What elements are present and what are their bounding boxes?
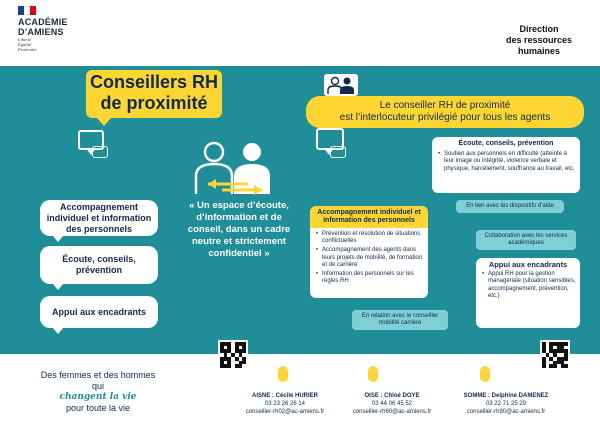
title-line1: Conseillers RH xyxy=(89,72,219,92)
ecoute-title: Écoute, conseils, prévention xyxy=(458,140,554,147)
appui-list xyxy=(476,268,580,300)
motto-2: Égalité xyxy=(18,42,31,47)
direction-line1: Direction xyxy=(519,24,559,34)
speech-bubble-icon xyxy=(92,146,108,158)
qr-right-label: PRENDRE UN RDV xyxy=(484,354,532,360)
ecoute-box xyxy=(432,137,580,193)
collaboration-link: Collaboration avec les services académiques xyxy=(476,230,576,250)
page-title xyxy=(86,70,222,118)
direction-line3: humaines xyxy=(517,46,560,56)
header xyxy=(0,0,600,66)
accompagnement-list xyxy=(310,228,428,285)
people-small-icon xyxy=(324,74,358,96)
accompagnement-item: • Prévention et résolution de situations conflictuelles xyxy=(322,231,424,245)
accompagnement-box xyxy=(310,206,428,298)
slogan-box xyxy=(34,354,162,422)
slogan-line3: pour toute la vie xyxy=(65,403,131,413)
appui-item: • Appui RH pour la gestion managériale (situation sensibles, accompagnement, prévention, etc.) xyxy=(488,271,576,300)
accompagnement-item: • Information des personnels sur les règles RH xyxy=(322,271,424,285)
academie-line1: ACADÉMIE xyxy=(18,17,68,27)
headline-line2: est l’interlocuteur privilégié pour tous les agents xyxy=(339,112,551,123)
card-appui xyxy=(40,296,158,328)
location-pin-icon xyxy=(278,366,288,382)
card-appui-label: Appui aux encadrants xyxy=(51,306,147,317)
contact-aisne xyxy=(226,392,344,416)
mobilite-link: En relation avec le conseiller mobilité carrière xyxy=(352,310,448,330)
contact-oise xyxy=(334,392,450,416)
qr-grid xyxy=(542,342,568,368)
card-ecoute xyxy=(40,246,158,284)
academie-logo xyxy=(18,6,78,52)
speech-bubble-icon xyxy=(330,146,346,158)
card-ecoute-label: Écoute, conseils, prévention xyxy=(62,254,136,275)
contact-somme-phone: 03 22 71 25 29 xyxy=(485,401,527,407)
people-icon xyxy=(188,140,280,196)
accompagnement-title: Accompagnement individuel et information des personnels xyxy=(310,206,428,228)
contact-oise-phone: 03 44 06 45 52 xyxy=(371,401,413,407)
appui-box xyxy=(476,258,580,328)
qr-code-rdv[interactable] xyxy=(540,340,570,370)
contact-oise-name: OISE : Chloé DOYE xyxy=(364,393,420,399)
ecoute-list xyxy=(432,148,580,173)
contact-somme xyxy=(440,392,572,416)
location-pin-icon xyxy=(368,366,378,382)
headline xyxy=(306,96,584,128)
location-pin-icon xyxy=(480,366,490,382)
contact-somme-name: SOMME : Delphine DAMENEZ xyxy=(463,393,549,399)
slogan xyxy=(34,370,162,414)
qr-left-label: PLUS D’INFORMATION xyxy=(160,354,219,360)
accompagnement-item: • Accompagnement des agents dans leurs projets de mobilité, de formation et de carrière xyxy=(322,247,424,269)
ecoute-item: • Soutien aux personnels en difficulté (atteinte à leur image ou intégrité, violence verbale et physique, harcèlement, souffrance au travail, etc. xyxy=(444,151,576,173)
contact-somme-email[interactable]: conseiller-rh80@ac-amiens.fr xyxy=(466,409,546,415)
title-line2: de proximité xyxy=(100,93,208,113)
direction-line2: des ressources xyxy=(505,35,572,45)
appui-title: Appui aux encadrants xyxy=(488,260,568,269)
headline-line1: Le conseiller RH de proximité xyxy=(379,100,511,111)
academie-line2: D’AMIENS xyxy=(18,27,64,37)
contact-aisne-email[interactable]: conseiller-rh02@ac-amiens.fr xyxy=(245,409,325,415)
contact-oise-email[interactable]: conseiller-rh60@ac-amiens.fr xyxy=(352,409,432,415)
card-accompagnement xyxy=(40,200,158,236)
contact-aisne-phone: 03 23 26 26 14 xyxy=(264,401,306,407)
qr-grid xyxy=(220,342,246,368)
slogan-script: changent la vie xyxy=(59,392,137,402)
contact-aisne-name: AISNE : Cécile HURIER xyxy=(251,393,318,399)
direction-title xyxy=(506,24,572,57)
card-accompagnement-label: Accompagnement individuel et information des personnels xyxy=(46,201,152,234)
motto-3: Fraternité xyxy=(18,47,37,52)
slogan-line1: Des femmes et des hommes qui xyxy=(40,370,156,391)
motto-1: Liberté xyxy=(18,37,31,42)
french-flag-icon xyxy=(18,6,36,15)
dispositifs-link: En lien avec les dispositifs d’aide xyxy=(456,200,564,213)
quote-text: « Un espace d’écoute, d’information et de conseil, dans un cadre neutre et strictement confidentiel » xyxy=(187,200,291,259)
qr-code-info[interactable] xyxy=(218,340,248,370)
